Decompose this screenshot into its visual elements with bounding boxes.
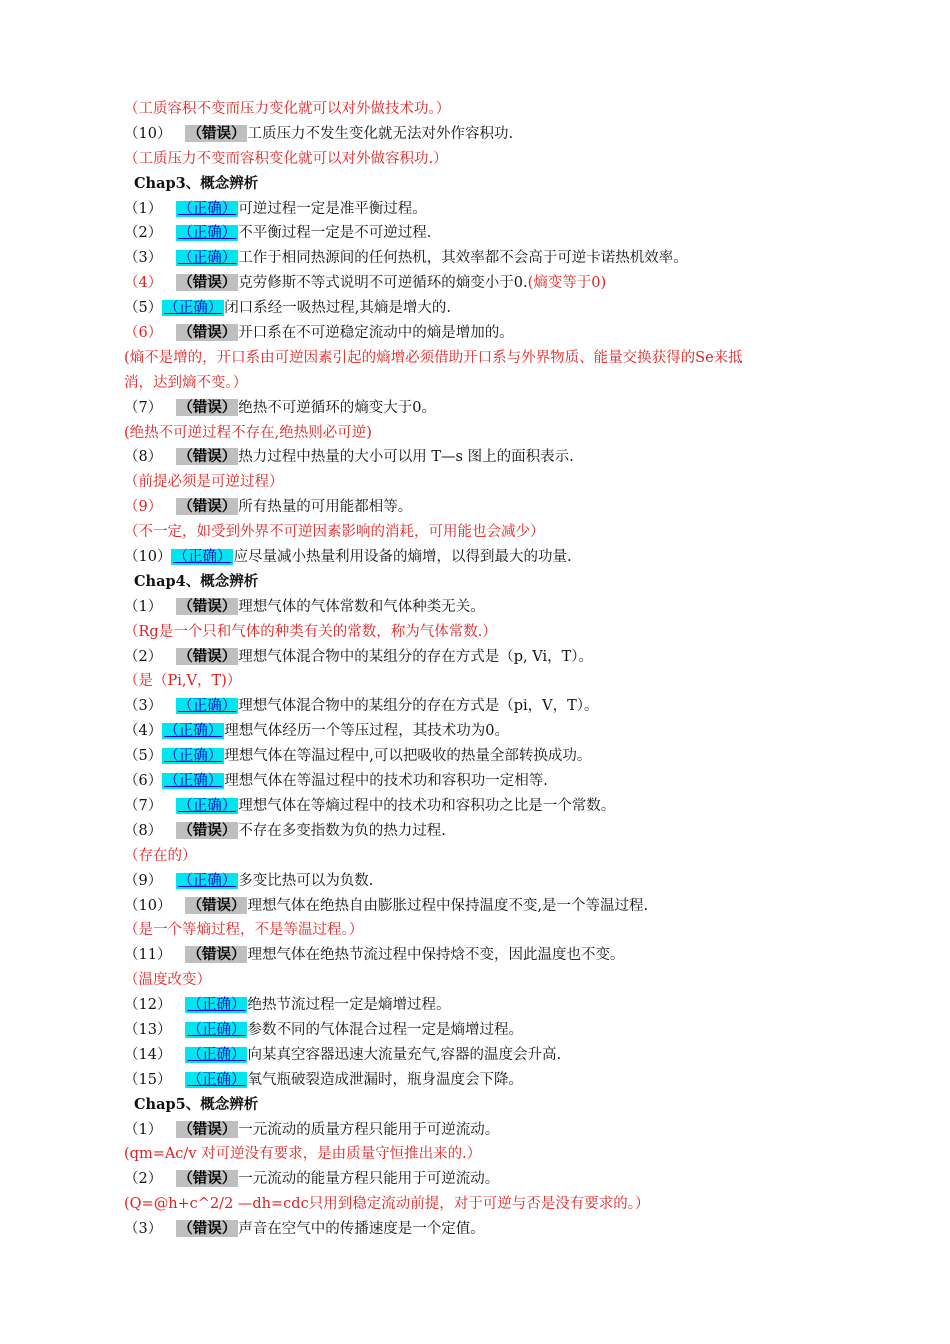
statement-text: 可逆过程一定是准平衡过程。: [238, 200, 427, 217]
wrong-badge: （错误）: [178, 1170, 237, 1188]
statement-item: [124, 495, 884, 520]
item-number: （11）: [124, 947, 172, 964]
item-number: （10）: [124, 897, 172, 914]
statement-item: [124, 1018, 884, 1043]
statement-item: [124, 769, 884, 794]
section-heading: Chap5、概念辨析: [134, 1095, 259, 1113]
item-number: （1）: [124, 598, 163, 615]
statement-text: 理想气体经历一个等压过程，其技术功为0。: [224, 723, 509, 740]
note-line: (熵不是增的，开口系由可逆因素引起的熵增必须借助开口系与外界物质、能量交换获得的Se来抵: [124, 349, 743, 366]
section-heading: Chap4、概念辨析: [134, 572, 259, 590]
statement-text: 应尽量减小热量利用设备的熵增，以得到最大的功量.: [233, 549, 572, 566]
statement-text: 理想气体在绝热节流过程中保持焓不变，因此温度也不变。: [247, 947, 625, 964]
statement-text: 多变比热可以为负数.: [238, 872, 374, 889]
statement-text: 绝热不可逆循环的熵变大于0。: [238, 399, 436, 416]
statement-text: 工作于相同热源间的任何热机，其效率都不会高于可逆卡诺热机效率。: [238, 250, 688, 267]
note-line: （不一定，如受到外界不可逆因素影响的消耗，可用能也会减少）: [124, 524, 545, 541]
statement-text: 工质压力不发生变化就无法对外作容积功.: [247, 125, 514, 142]
statement-text: 绝热节流过程一定是熵增过程。: [247, 997, 451, 1014]
correct-badge: （正确）: [178, 225, 237, 242]
statement-text: 不存在多变指数为负的热力过程.: [238, 822, 446, 839]
item-number: （6）: [124, 773, 163, 790]
item-number: （3）: [124, 1221, 163, 1238]
item-number: （4）: [124, 275, 163, 292]
item-number: （14）: [124, 1046, 172, 1063]
statement-text: 向某真空容器迅速大流量充气,容器的温度会升高.: [247, 1046, 562, 1063]
item-number: （2）: [124, 225, 163, 242]
item-number: （7）: [124, 797, 163, 814]
statement-item: [124, 122, 884, 147]
item-number: （10）: [124, 549, 172, 566]
wrong-badge: （错误）: [178, 398, 237, 416]
correct-badge: （正确）: [178, 250, 237, 267]
statement-item: [124, 1068, 884, 1093]
statement-item: [124, 993, 884, 1018]
note-line: 消，达到熵不变。）: [124, 374, 248, 391]
statement-item: [124, 694, 884, 719]
item-number: （2）: [124, 1171, 163, 1188]
correct-badge: （正确）: [187, 1021, 246, 1038]
correct-badge: （正确）: [187, 1071, 246, 1088]
statement-item: [124, 1217, 884, 1242]
statement-text: 理想气体的气体常数和气体种类无关。: [238, 598, 485, 615]
statement-item: [124, 545, 884, 570]
wrong-badge: （错误）: [178, 324, 237, 342]
item-number: （4）: [124, 723, 163, 740]
item-number: （7）: [124, 399, 163, 416]
correct-badge: （正确）: [187, 1046, 246, 1063]
note-line: （工质压力不变而容积变化就可以对外做容积功.）: [124, 150, 448, 167]
item-number: （12）: [124, 997, 172, 1014]
correct-badge: （正确）: [178, 698, 237, 715]
item-number: （9）: [124, 499, 163, 516]
note-line: （前提必须是可逆过程）: [124, 474, 284, 491]
statement-text: 一元流动的能量方程只能用于可逆流动。: [238, 1171, 500, 1188]
note-line: （Rg是一个只和气体的种类有关的常数，称为气体常数.）: [124, 623, 497, 640]
note-line: (绝热不可逆过程不存在,绝热则必可逆): [124, 424, 372, 441]
wrong-badge: （错误）: [187, 124, 246, 142]
statement-item: [124, 246, 884, 271]
wrong-badge: （错误）: [178, 274, 237, 292]
correct-badge: （正确）: [178, 872, 237, 889]
statement-text: 克劳修斯不等式说明不可逆循环的熵变小于0.: [238, 275, 528, 292]
statement-item: [124, 645, 884, 670]
statement-item: [124, 794, 884, 819]
statement-text: 理想气体在等温过程中的技术功和容积功一定相等.: [224, 773, 548, 790]
item-number: （5）: [124, 748, 163, 765]
section-heading: Chap3、概念辨析: [134, 174, 259, 192]
wrong-badge: （错误）: [178, 597, 237, 615]
statement-text: 所有热量的可用能都相等。: [238, 499, 413, 516]
statement-text: 理想气体混合物中的某组分的存在方式是（p, Vi，T）。: [238, 648, 594, 665]
wrong-badge: （错误）: [178, 1120, 237, 1138]
wrong-badge: （错误）: [187, 896, 246, 914]
statement-text: 参数不同的气体混合过程一定是熵增过程。: [247, 1021, 523, 1038]
item-number: （1）: [124, 1121, 163, 1138]
note-line: （是（Pi,V，T)）: [124, 673, 242, 690]
statement-item: [124, 869, 884, 894]
statement-item: [124, 396, 884, 421]
wrong-badge: （错误）: [178, 647, 237, 665]
statement-text: 理想气体在绝热自由膨胀过程中保持温度不变,是一个等温过程.: [247, 897, 649, 914]
correct-badge: （正确）: [164, 300, 223, 317]
statement-text: 氧气瓶破裂造成泄漏时，瓶身温度会下降。: [247, 1071, 523, 1088]
correct-badge: （正确）: [164, 748, 223, 765]
statement-text: 开口系在不可逆稳定流动中的熵是增加的。: [238, 325, 514, 342]
statement-item: [124, 197, 884, 222]
note-line: （温度改变）: [124, 972, 211, 989]
statement-item: [124, 719, 884, 744]
item-number: （10）: [124, 125, 172, 142]
note-line: （工质容积不变而压力变化就可以对外做技术功。）: [124, 101, 451, 117]
statement-item: [124, 1167, 884, 1192]
statement-item: [124, 1118, 884, 1143]
item-number: （9）: [124, 872, 163, 889]
wrong-badge: （错误）: [178, 1220, 237, 1238]
statement-item: [124, 271, 884, 296]
item-number: （6）: [124, 325, 163, 342]
statement-text: 理想气体混合物中的某组分的存在方式是（pi，V，T）。: [238, 698, 599, 715]
item-number: （5）: [124, 300, 163, 317]
correct-badge: （正确）: [187, 997, 246, 1014]
item-number: （8）: [124, 822, 163, 839]
item-number: （8）: [124, 449, 163, 466]
statement-item: [124, 943, 884, 968]
item-number: （15）: [124, 1071, 172, 1088]
statement-text: 闭口系经一吸热过程,其熵是增大的.: [224, 300, 451, 317]
statement-text: 热力过程中热量的大小可以用 T—s 图上的面积表示.: [238, 449, 574, 466]
correct-badge: （正确）: [164, 773, 223, 790]
wrong-badge: （错误）: [187, 946, 246, 964]
statement-text: 声音在空气中的传播速度是一个定值。: [238, 1221, 485, 1238]
statement-item: [124, 445, 884, 470]
wrong-badge: （错误）: [178, 448, 237, 466]
statement-text: 理想气体在等熵过程中的技术功和容积功之比是一个常数。: [238, 797, 616, 814]
note-line: (Q=@h+c^2/2 —dh=cdc只用到稳定流动前提，对于可逆与否是没有要求的。）: [124, 1196, 650, 1213]
correct-badge: （正确）: [178, 797, 237, 814]
item-number: （1）: [124, 200, 163, 217]
correct-badge: （正确）: [178, 200, 237, 217]
statement-correction: (熵变等于0): [527, 275, 607, 292]
wrong-badge: （错误）: [178, 821, 237, 839]
statement-item: [124, 744, 884, 769]
statement-item: [124, 321, 884, 346]
note-line: （存在的）: [124, 847, 197, 864]
statement-item: [124, 894, 884, 919]
statement-item: [124, 221, 884, 246]
correct-badge: （正确）: [164, 723, 223, 740]
statement-text: 不平衡过程一定是不可逆过程.: [238, 225, 432, 242]
statement-item: [124, 296, 884, 321]
item-number: （13）: [124, 1021, 172, 1038]
note-line: (qm=Ac/v 对可逆没有要求，是由质量守恒推出来的.）: [124, 1146, 482, 1163]
statement-item: [124, 595, 884, 620]
note-line: （是一个等熵过程，不是等温过程。）: [124, 922, 364, 939]
statement-item: [124, 1043, 884, 1068]
item-number: （2）: [124, 648, 163, 665]
correct-badge: （正确）: [173, 549, 232, 566]
statement-item: [124, 819, 884, 844]
item-number: （3）: [124, 698, 163, 715]
item-number: （3）: [124, 250, 163, 267]
wrong-badge: （错误）: [178, 498, 237, 516]
statement-text: 理想气体在等温过程中,可以把吸收的热量全部转换成功。: [224, 748, 592, 765]
statement-text: 一元流动的质量方程只能用于可逆流动。: [238, 1121, 500, 1138]
document-body: [124, 97, 884, 1242]
